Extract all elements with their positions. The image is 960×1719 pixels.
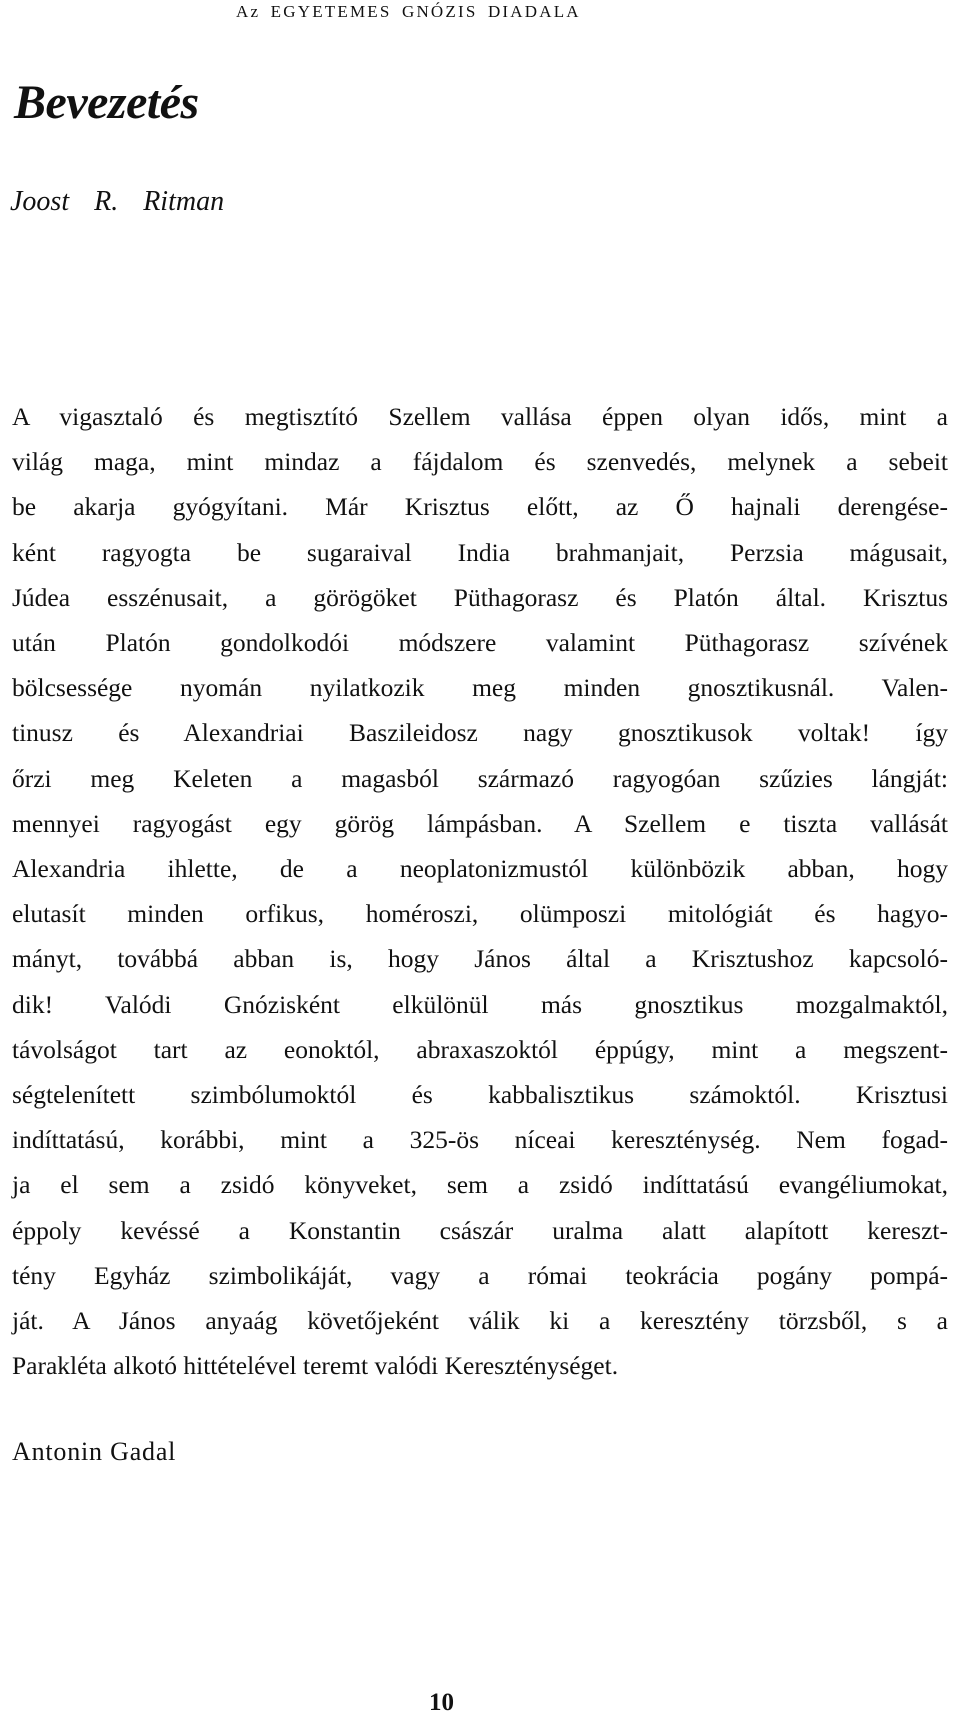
body-line-3: be akarja gyógyítani. Már Krisztus előtt, az Ő hajnali derengése- (12, 492, 948, 522)
body-line-10: mennyei ragyogást egy görög lámpásban. A Szellem e tiszta vallását (12, 808, 948, 838)
body-line-19: éppoly kevéssé a Konstantin császár uralma alatt alapított kereszt- (12, 1215, 948, 1245)
body-line-15: távolságot tart az eonoktól, abraxaszoktól éppúgy, mint a megszent- (12, 1034, 948, 1064)
body-line-11: Alexandria ihlette, de a neoplatonizmustól különbözik abban, hogy (12, 854, 948, 884)
signature: Antonin Gadal (12, 1437, 177, 1466)
running-header: Az EGYETEMES GNÓZIS DIADALA (236, 2, 581, 21)
page-title: Bevezetés (14, 76, 199, 129)
body-line-9: őrzi meg Keleten a magasból származó ragyogóan szűzies lángját: (12, 763, 948, 793)
body-line-13: mányt, továbbá abban is, hogy János által a Krisztushoz kapcsoló- (12, 944, 948, 974)
body-line-6: után Platón gondolkodói módszere valamint Püthagorasz szívének (12, 628, 948, 658)
body-line-22: Parakléta alkotó hittételével teremt valódi Kereszténységet. (12, 1351, 619, 1381)
body-line-7: bölcsessége nyomán nyilatkozik meg minden gnosztikusnál. Valen- (12, 673, 948, 703)
author-name: Joost R. Ritman (10, 186, 225, 217)
body-line-5: Júdea esszénusait, a görögöket Püthagorasz és Platón által. Krisztus (12, 582, 948, 612)
body-line-17: indíttatású, korábbi, mint a 325-ös níceai kereszténység. Nem fogad- (12, 1125, 948, 1155)
body-line-14: dik! Valódi Gnózisként elkülönül más gnosztikus mozgalmaktól, (12, 989, 948, 1019)
body-line-12: elutasít minden orfikus, homéroszi, olümposzi mitológiát és hagyo- (12, 899, 948, 929)
body-line-20: tény Egyház szimbolikáját, vagy a római teokrácia pogány pompá- (12, 1260, 948, 1290)
body-paragraph (12, 394, 948, 1388)
body-line-18: ja el sem a zsidó könyveket, sem a zsidó indíttatású evangéliumokat, (12, 1170, 948, 1200)
body-line-8: tinusz és Alexandriai Baszileidosz nagy gnosztikusok voltak! így (12, 718, 948, 748)
body-line-2: világ maga, mint mindaz a fájdalom és szenvedés, melynek a sebeit (12, 447, 948, 477)
body-line-4: ként ragyogta be sugaraival India brahmanjait, Perzsia mágusait, (12, 537, 948, 567)
body-line-1: A vigasztaló és megtisztító Szellem vallása éppen olyan idős, mint a (12, 402, 948, 431)
body-line-21: ját. A János anyaág követőjeként válik ki a keresztény törzsből, s a (12, 1306, 948, 1336)
page-number: 10 (429, 1689, 454, 1716)
body-line-16: ségtelenített szimbólumoktól és kabbalisztikus számoktól. Krisztusi (12, 1080, 948, 1110)
